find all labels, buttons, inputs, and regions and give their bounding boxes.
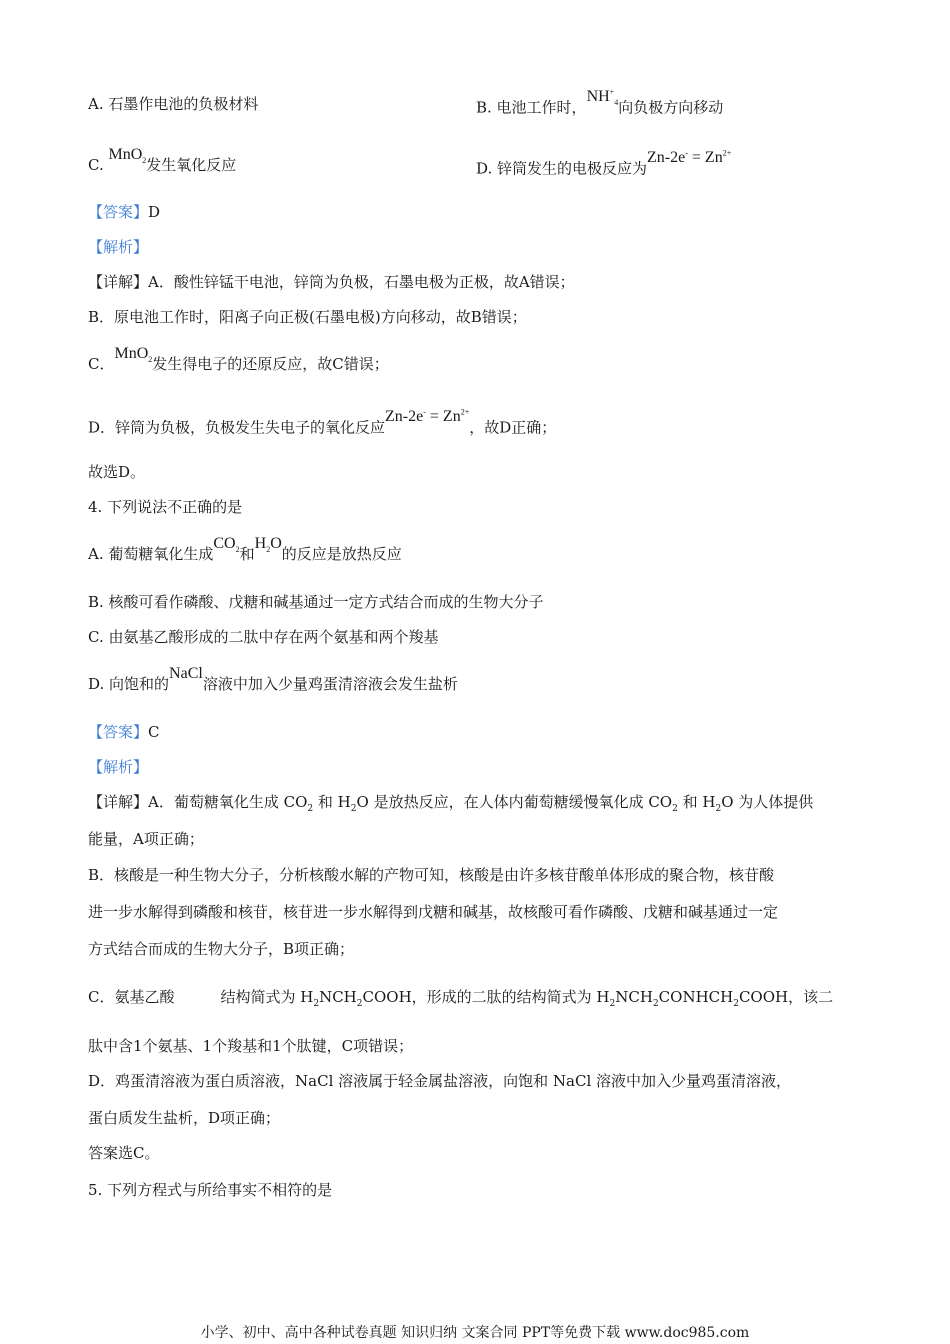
- q4-detail-a-line1: 【详解】A．葡萄糖氧化生成 $CO_2$ 和 $H_2O$ 是放热反应，在人体内葡萄糖缓慢氧化成 $CO_2$ 和 $H_2O$ 为人体提供: [88, 793, 814, 814]
- q4-conclusion: 答案选C。: [88, 1144, 160, 1162]
- q4-detail-d-line2: 蛋白质发生盐析，D项正确；: [88, 1109, 281, 1127]
- mno2-formula: MnO$_2$: [114, 345, 153, 365]
- zn-half-reaction: $Zn-2e^- = Zn^{2+}$: [647, 149, 732, 167]
- q4-answer: 【答案】C: [88, 723, 160, 741]
- q3-detail-d: D．锌筒为负极，负极发生失电子的氧化反应$Zn-2e^- = Zn^{2+}$，故D正确；: [88, 408, 557, 437]
- q4-option-c: C. 由氨基乙酸形成的二肽中存在两个氨基和两个羧基: [88, 628, 439, 646]
- q3-option-c: C. MnO$_2$发生氧化反应: [88, 146, 237, 174]
- q3-conclusion: 故选D。: [88, 463, 146, 481]
- q3-answer: 【答案】D: [88, 203, 161, 221]
- q3-detail-c: C．MnO$_2$发生得电子的还原反应，故C错误；: [88, 345, 389, 373]
- q4-option-b: B. 核酸可看作磷酸、戊糖和碱基通过一定方式结合而成的生物大分子: [88, 593, 544, 611]
- q4-detail-c-line2: 肽中含1个氨基、1个羧基和1个肽键，C项错误；: [88, 1037, 414, 1055]
- co2-formula: $CO_2$: [213, 535, 240, 555]
- q4-analysis-tag: 【解析】: [88, 758, 149, 776]
- nh4-formula: $NH^+_4$: [586, 88, 619, 108]
- q4-detail-b-line3: 方式结合而成的生物大分子，B项正确；: [88, 940, 355, 958]
- zn-half-reaction: $Zn-2e^- = Zn^{2+}$: [385, 408, 470, 426]
- q3-option-a: A. 石墨作电池的负极材料: [88, 95, 259, 113]
- q4-stem: 4. 下列说法不正确的是: [88, 498, 243, 516]
- q4-option-a: A. 葡萄糖氧化生成$CO_2$和$H_2O$的反应是放热反应: [88, 535, 402, 563]
- nacl-formula: NaCl: [169, 665, 203, 682]
- q3-option-d: D. 锌筒发生的电极反应为$Zn-2e^- = Zn^{2+}$: [476, 149, 732, 178]
- q4-detail-a-line2: 能量，A项正确；: [88, 830, 204, 848]
- q4-option-d: D. 向饱和的NaCl溶液中加入少量鸡蛋清溶液会发生盐析: [88, 665, 458, 693]
- q4-detail-c-line1: C．氨基乙酸 结构简式为 $H_2NCH_2COOH$，形成的二肽的结构简式为 $H_2NCH_2CONHCH_2COOH$，该二: [88, 988, 834, 1009]
- mno2-formula: MnO$_2$: [108, 146, 147, 166]
- h2o-formula: $H_2O$: [254, 535, 282, 555]
- q3-analysis-tag: 【解析】: [88, 238, 149, 256]
- q4-detail-d-line1: D．鸡蛋清溶液为蛋白质溶液，NaCl 溶液属于轻金属盐溶液，向饱和 NaCl 溶液中加入少量鸡蛋清溶液，: [88, 1072, 792, 1090]
- q4-detail-b-line1: B．核酸是一种生物大分子，分析核酸水解的产物可知，核酸是由许多核苷酸单体形成的聚合物，核苷酸: [88, 866, 775, 884]
- page-footer: 小学、初中、高中各种试卷真题 知识归纳 文案合同 PPT等免费下载 www.doc985.com: [200, 1325, 750, 1341]
- q3-detail-b: B．原电池工作时，阳离子向正极(石墨电极)方向移动，故B错误；: [88, 308, 527, 326]
- q5-stem: 5. 下列方程式与所给事实不相符的是: [88, 1181, 333, 1199]
- q3-detail-a: 【详解】A．酸性锌锰干电池，锌筒为负极，石墨电极为正极，故A错误；: [88, 273, 575, 291]
- q3-option-b: B. 电池工作时，$NH^+_4$向负极方向移动: [476, 88, 724, 117]
- q4-detail-b-line2: 进一步水解得到磷酸和核苷，核苷进一步水解得到戊糖和碱基，故核酸可看作磷酸、戊糖和碱基通过一定: [88, 903, 779, 921]
